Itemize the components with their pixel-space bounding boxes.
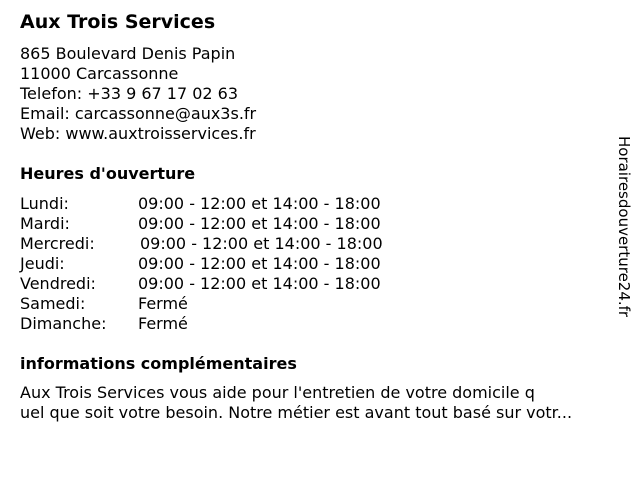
hours-value: 09:00 - 12:00 et 14:00 - 18:00 xyxy=(138,254,381,273)
business-name: Aux Trois Services xyxy=(20,11,216,33)
hours-value: 09:00 - 12:00 et 14:00 - 18:00 xyxy=(138,274,381,293)
additional-info-heading: informations complémentaires xyxy=(20,354,297,373)
day-label: Dimanche: xyxy=(20,314,107,333)
hours-value: Fermé xyxy=(138,294,188,313)
opening-hours-heading: Heures d'ouverture xyxy=(20,164,196,183)
day-label: Jeudi: xyxy=(20,254,65,273)
info-line: Aux Trois Services vous aide pour l'entretien de votre domicile q xyxy=(20,383,535,402)
day-label: Mardi: xyxy=(20,214,70,233)
hours-value: 09:00 - 12:00 et 14:00 - 18:00 xyxy=(138,194,381,213)
hours-value: 09:00 - 12:00 et 14:00 - 18:00 xyxy=(138,214,381,233)
day-label: Lundi: xyxy=(20,194,69,213)
street-address: 865 Boulevard Denis Papin xyxy=(20,44,236,63)
phone-number: Telefon: +33 9 67 17 02 63 xyxy=(20,84,239,103)
day-label: Samedi: xyxy=(20,294,86,313)
day-label: Mercredi: xyxy=(20,234,95,253)
hours-value: 09:00 - 12:00 et 14:00 - 18:00 xyxy=(140,234,383,253)
contact-block xyxy=(20,44,256,144)
additional-info-text xyxy=(20,383,620,423)
website-address: Web: www.auxtroisservices.fr xyxy=(20,124,256,143)
day-label: Vendredi: xyxy=(20,274,96,293)
info-line: uel que soit votre besoin. Notre métier est avant tout basé sur votr... xyxy=(20,403,573,422)
city-postcode: 11000 Carcassonne xyxy=(20,64,179,83)
email-address: Email: carcassonne@aux3s.fr xyxy=(20,104,257,123)
hours-value: Fermé xyxy=(138,314,188,333)
site-watermark: Horairesdouverture24.fr xyxy=(615,136,633,318)
